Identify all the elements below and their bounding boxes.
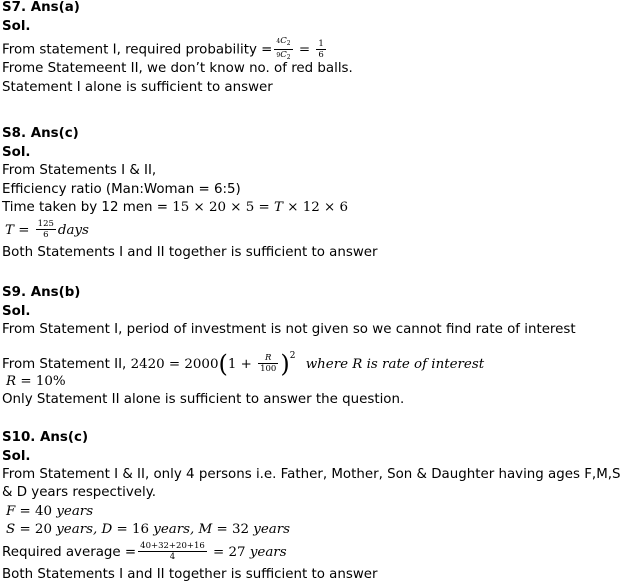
s9-r-result xyxy=(2,373,625,392)
s8-t-num: 125 xyxy=(37,219,54,230)
s10-line1: From Statement I & II, only 4 persons i.e. Father, Mother, Son & Daughter having ages F,M,S & D years respectively. xyxy=(2,467,621,501)
s7-probability-line xyxy=(2,36,625,60)
s7-line2: Frome Statemeent II, we don’t know no. of red balls. xyxy=(2,61,353,77)
s10-s-eq3: = 32 xyxy=(212,522,254,538)
s10-heading: S10. Ans(c) xyxy=(2,430,89,445)
s8-t-fraction xyxy=(36,219,56,240)
s9-eq-text: From Statement II, xyxy=(2,356,131,372)
s7-probability-text: From statement I, required probability = xyxy=(2,42,273,58)
s9-line1: From Statement I, period of investment is not given so we cannot find rate of interest xyxy=(2,322,576,338)
s7-den-letter: C xyxy=(280,50,287,61)
s8-time-equation xyxy=(2,199,625,218)
s10-s-var: S xyxy=(6,522,16,538)
s10-s-unit3: years xyxy=(253,522,291,538)
s10-f-eq: = 40 xyxy=(15,503,57,519)
s10-avg-num: 40+32+20+16 xyxy=(140,541,205,552)
s8-time-math: 15 × 20 × 5 = xyxy=(172,200,275,216)
s9-where-text: where R is rate of interest xyxy=(305,356,485,372)
s9-close-paren: ) xyxy=(280,349,290,378)
s10-avg-unit: years xyxy=(249,544,287,560)
s7-den-base: 9 xyxy=(276,52,281,60)
s10-f-unit: years xyxy=(56,503,94,519)
solution-s8 xyxy=(2,125,625,263)
s10-f-var: F xyxy=(6,503,16,519)
s7-num-letter: C xyxy=(280,36,287,47)
s8-conclusion: Both Statements I and II together is sufficient to answer xyxy=(2,244,378,260)
s10-avg-text: Required average = xyxy=(2,544,137,560)
s9-conclusion: Only Statement II alone is sufficient to answer the question. xyxy=(2,392,405,408)
s8-t-var: T xyxy=(5,222,14,238)
s7-num-base: 4 xyxy=(276,38,281,46)
s9-sol-label: Sol. xyxy=(2,303,31,319)
s9-r-eq: = 10% xyxy=(16,373,66,389)
s10-s-unit2: years, M xyxy=(153,522,213,538)
s10-s-eq2: = 16 xyxy=(112,522,154,538)
s9-r-var: R xyxy=(6,373,17,389)
solution-s7 xyxy=(2,0,625,97)
s10-conclusion: Both Statements I and II together is sufficient to answer xyxy=(2,566,378,582)
s8-sol-label: Sol. xyxy=(2,144,31,160)
s7-conclusion: Statement I alone is sufficient to answer xyxy=(2,79,273,95)
s10-f-value xyxy=(2,503,625,522)
s10-s-unit1: years, D xyxy=(56,522,113,538)
s8-t-result xyxy=(2,218,625,244)
s10-s-eq: = 20 xyxy=(15,522,57,538)
s9-eq-math: 2420 = 2000 xyxy=(130,356,219,372)
s7-result-den: 6 xyxy=(318,50,324,61)
s9-interest-equation xyxy=(2,340,625,378)
s7-num-sub: 2 xyxy=(286,40,291,48)
solution-s9 xyxy=(2,284,625,410)
s8-efficiency-ratio: Efficiency ratio (Man:Woman = 6:5) xyxy=(2,181,241,197)
s10-sol-label: Sol. xyxy=(2,448,31,464)
s7-den-sub: 2 xyxy=(286,54,291,62)
s7-sol-label: Sol. xyxy=(2,18,31,34)
s8-t-den: 6 xyxy=(43,230,49,241)
s10-avg-eq: = 27 xyxy=(208,544,250,560)
s7-result-num: 1 xyxy=(318,39,324,50)
s7-result-fraction xyxy=(316,39,325,60)
s7-combination-fraction xyxy=(274,36,292,63)
s10-avg-fraction xyxy=(138,541,207,562)
s9-rate-den: 100 xyxy=(260,364,277,375)
s9-open-paren: ( xyxy=(218,349,228,378)
s8-heading: S8. Ans(c) xyxy=(2,126,79,141)
s8-t-unit: days xyxy=(57,222,89,238)
s9-rate-fraction xyxy=(258,353,278,374)
s7-equals: = xyxy=(298,42,311,58)
s10-avg-den: 4 xyxy=(169,552,176,563)
s9-rate-num: R xyxy=(258,353,278,364)
s8-t-eq: = xyxy=(13,222,34,238)
s8-time-rest: × 12 × 6 xyxy=(282,200,348,216)
s10-average-line xyxy=(2,540,625,566)
s8-line1: From Statements I & II, xyxy=(2,163,157,179)
solution-s10 xyxy=(2,429,625,584)
s9-exponent: 2 xyxy=(289,350,296,361)
s7-heading: S7. Ans(a) xyxy=(2,0,80,15)
s9-heading: S9. Ans(b) xyxy=(2,285,81,300)
s8-time-text: Time taken by 12 men = xyxy=(2,200,173,216)
s10-sdm-values xyxy=(2,521,625,540)
s9-one-plus: 1 + xyxy=(227,356,257,372)
s8-time-var: T xyxy=(274,200,283,216)
